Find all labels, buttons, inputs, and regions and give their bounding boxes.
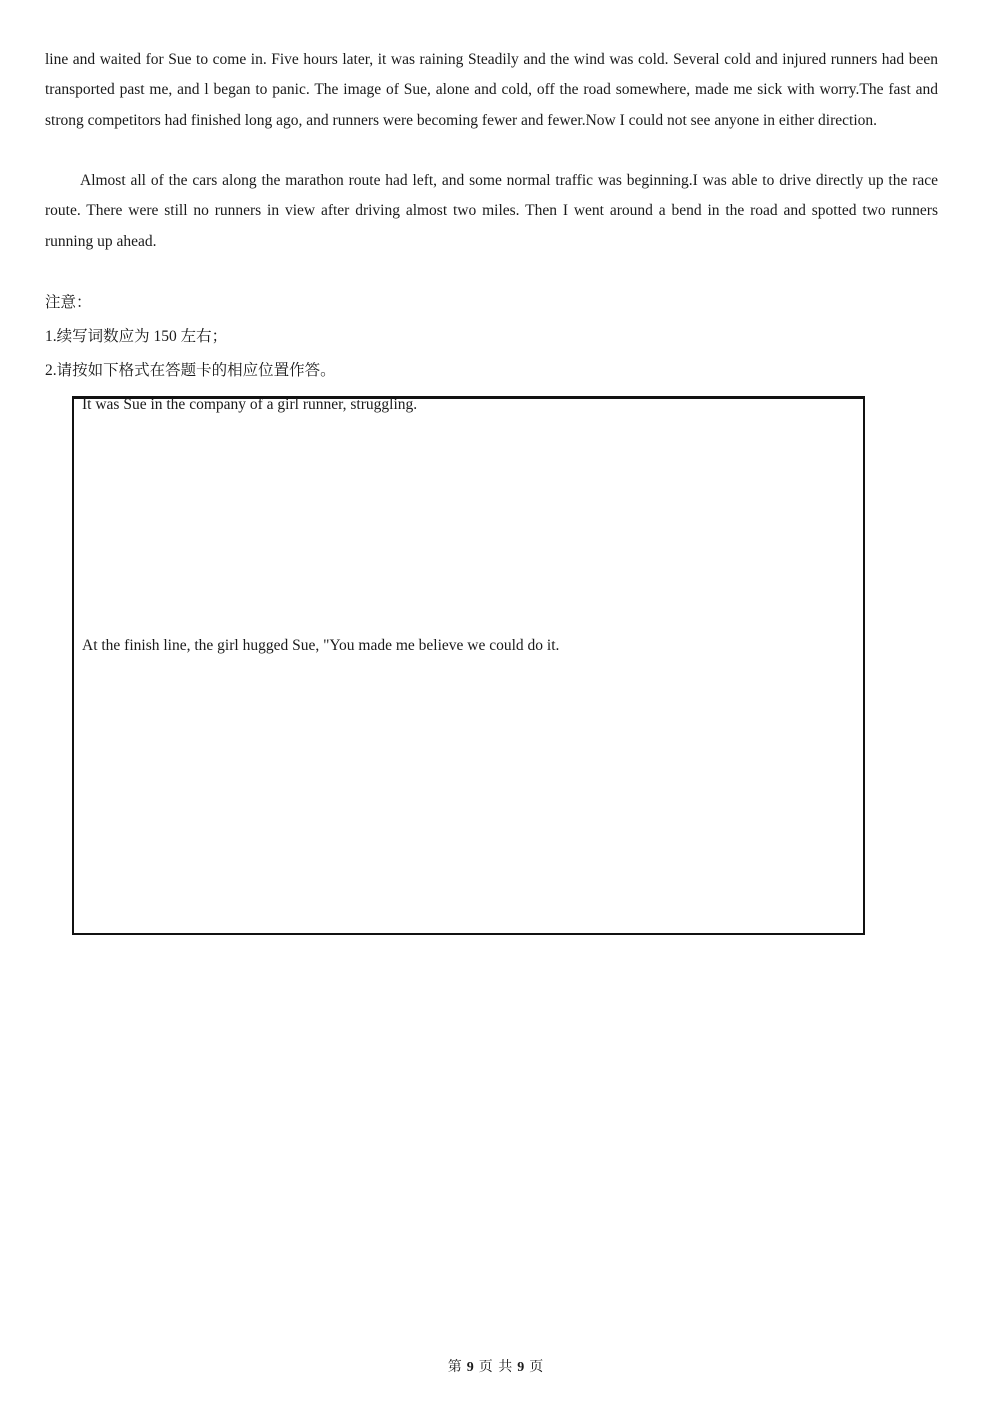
passage-paragraph-2: Almost all of the cars along the marathon route had left, and some normal traffic was beginning.I was able to drive directly up the race route. There were still no runners in view after driving almost two miles. Then I went around a bend in the road and spotted two runners running up ahead. (45, 172, 938, 250)
notes-title: 注意： (45, 294, 92, 311)
answer-starter-1: It was Sue in the company of a girl runner, struggling. (82, 396, 418, 413)
passage-paragraph-1: line and waited for Sue to come in. Five hours later, it was raining Steadily and the wind was cold. Several cold and injured runners had been transported past me, and l began to panic. The image of Sue, alone and cold, off the road somewhere, made me sick with worry.The fast and strong competitors had finished long ago, and runners were becoming fewer and fewer.Now I could not see anyone in either direction. (45, 51, 938, 129)
notes-item-2: 2.请按如下格式在答题卡的相应位置作答。 (45, 362, 336, 379)
footer-suffix: 页 (529, 1360, 545, 1375)
answer-box (72, 396, 865, 935)
page-footer (0, 1359, 992, 1377)
footer-middle: 页 共 (478, 1360, 514, 1375)
footer-prefix: 第 (447, 1360, 463, 1375)
footer-total-pages: 9 (517, 1360, 526, 1375)
answer-starter-2: At the finish line, the girl hugged Sue, "You made me believe we could do it. (82, 637, 560, 654)
footer-current-page: 9 (466, 1360, 475, 1375)
notes-item-1: 1.续写词数应为 150 左右； (45, 328, 228, 345)
